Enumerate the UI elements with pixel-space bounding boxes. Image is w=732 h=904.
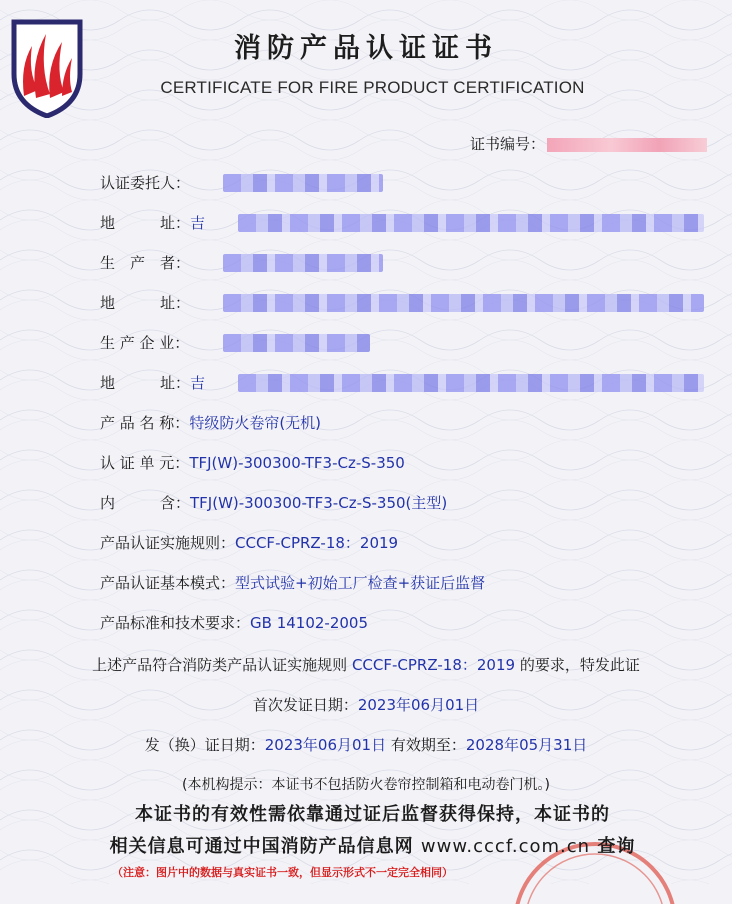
field-row-cert-unit	[100, 452, 405, 474]
field-label: 产 品 名 称：	[100, 414, 190, 432]
certificate-title-cn: 消防产品认证证书	[234, 33, 498, 64]
field-row-rules	[100, 532, 398, 554]
field-row-address-2	[100, 292, 190, 314]
redacted-address-1	[238, 214, 704, 232]
field-row-applicant	[100, 172, 190, 194]
field-row-producer	[100, 252, 190, 274]
issue-valid-dates	[0, 734, 732, 755]
field-label: 产品认证基本模式：	[100, 574, 236, 592]
field-label: 生 产 者：	[100, 254, 191, 272]
field-value: 型式试验+初始工厂检查+获证后监督	[235, 574, 486, 592]
certificate-number-label: 证书编号：	[470, 135, 546, 153]
field-row-contains	[100, 492, 447, 514]
redacted-manufacturer	[223, 334, 370, 352]
validity-line-1: 本证书的有效性需依靠通过证后监督获得保持，本证书的	[135, 804, 610, 825]
redacted-address-3	[238, 374, 704, 392]
redacted-address-2	[223, 294, 704, 312]
field-label: 认 证 单 元：	[100, 454, 190, 472]
issue-value: 2023年06月01日	[264, 736, 387, 754]
certificate-number	[470, 133, 707, 154]
field-row-manufacturer	[100, 332, 189, 354]
field-label: 认证委托人：	[100, 174, 191, 192]
field-value: 吉	[190, 374, 206, 392]
field-label: 内 含：	[100, 494, 191, 512]
redacted-applicant	[223, 174, 383, 192]
field-value: TFJ(W)-300300-TF3-Cz-S-350(主型)	[190, 494, 448, 512]
field-value: 吉	[190, 214, 206, 232]
first-issue-value: 2023年06月01日	[357, 696, 480, 714]
institution-hint: (本机构提示：本证书不包括防火卷帘控制箱和电动卷门机。)	[182, 777, 550, 793]
certificate-number-redacted	[547, 138, 707, 152]
field-value: 特级防火卷帘(无机)	[189, 414, 322, 432]
disclaimer-note: （注意：图片中的数据与真实证书一致，但显示形式不一定完全相同）	[112, 866, 453, 879]
validity-line-2	[0, 832, 732, 858]
field-row-address-3	[100, 372, 205, 394]
first-issue-label: 首次发证日期：	[252, 696, 358, 714]
field-label: 生 产 企 业：	[100, 334, 190, 352]
certificate-title-en: CERTIFICATE FOR FIRE PRODUCT CERTIFICATION	[160, 78, 585, 97]
redacted-producer	[223, 254, 383, 272]
valid-value: 2028年05月31日	[465, 736, 588, 754]
statement-rule: CCCF-CPRZ-18：2019	[351, 656, 516, 674]
field-label: 地 址：	[100, 214, 191, 232]
field-value: CCCF-CPRZ-18：2019	[235, 534, 399, 552]
field-value: TFJ(W)-300300-TF3-Cz-S-350	[189, 454, 405, 472]
field-value: GB 14102-2005	[250, 614, 369, 632]
field-label: 地 址：	[100, 294, 191, 312]
field-label: 产品标准和技术要求：	[100, 614, 251, 632]
website-url[interactable]: www.cccf.com.cn	[420, 836, 591, 857]
field-row-address-1	[100, 212, 205, 234]
validity-line-2-prefix: 相关信息可通过中国消防产品信息网	[109, 836, 421, 857]
field-row-standard	[100, 612, 368, 634]
conformity-statement	[0, 654, 732, 675]
validity-line-2-suffix: 查询	[590, 836, 636, 857]
field-row-product-name	[100, 412, 321, 434]
first-issue-date	[0, 694, 732, 715]
field-label: 产品认证实施规则：	[100, 534, 236, 552]
issue-label: 发（换）证日期：	[144, 736, 265, 754]
statement-suffix: 的要求，特发此证	[515, 656, 640, 674]
field-row-mode	[100, 572, 485, 594]
statement-prefix: 上述产品符合消防类产品认证实施规则	[92, 656, 352, 674]
valid-label: 有效期至：	[386, 736, 466, 754]
field-label: 地 址：	[100, 374, 191, 392]
